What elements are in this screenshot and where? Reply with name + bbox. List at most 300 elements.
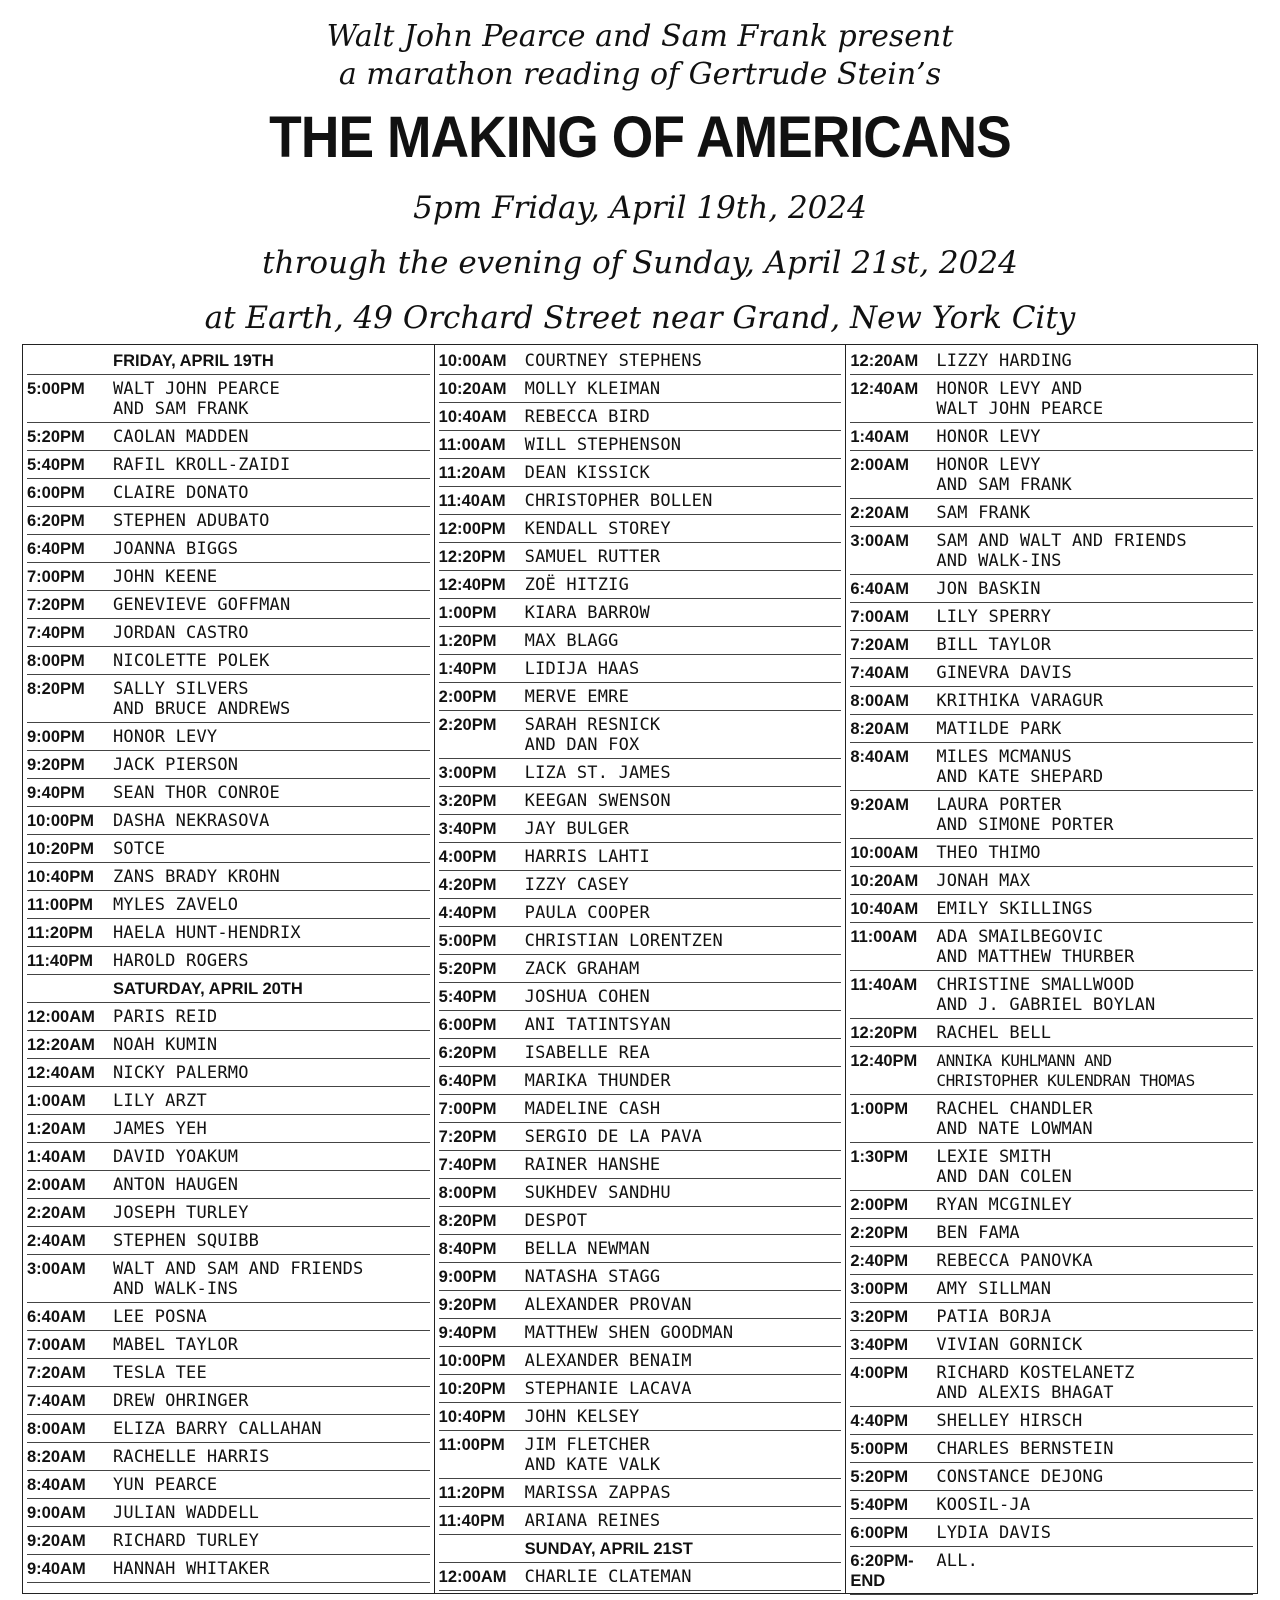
slot-time: 5:20PM <box>850 1468 909 1486</box>
reader-name: MERVE EMRE <box>524 687 630 707</box>
reader-name: ZOË HITZIG <box>524 575 630 595</box>
reader-name: LIDIJA HAAS <box>524 659 640 679</box>
schedule-row <box>850 499 1253 527</box>
reader-name: RACHEL CHANDLER AND NATE LOWMAN <box>936 1099 1093 1139</box>
schedule-row <box>850 1247 1253 1275</box>
schedule-row <box>27 1303 430 1331</box>
slot-time: 10:40AM <box>850 900 919 918</box>
schedule-row <box>439 1291 842 1319</box>
schedule-row <box>850 1019 1253 1047</box>
slot-time: 10:40AM <box>438 408 507 426</box>
schedule-row <box>850 1143 1253 1191</box>
slot-time: 5:40PM <box>438 988 497 1006</box>
schedule-row <box>27 423 430 451</box>
reader-name: LEXIE SMITH AND DAN COLEN <box>936 1147 1072 1187</box>
reader-name: HARRIS LAHTI <box>524 847 650 867</box>
schedule-row <box>27 1227 430 1255</box>
schedule-row <box>439 515 842 543</box>
reader-name: SALLY SILVERS AND BRUCE ANDREWS <box>113 679 291 719</box>
reader-name: SAMUEL RUTTER <box>524 547 661 567</box>
schedule-row <box>439 1207 842 1235</box>
reader-name: JULIAN WADDELL <box>113 1503 260 1523</box>
schedule-row <box>27 807 430 835</box>
schedule-row <box>439 683 842 711</box>
slot-time: 12:20AM <box>850 352 919 370</box>
slot-time: 8:20AM <box>27 1448 86 1466</box>
reader-name: KIARA BARROW <box>524 603 650 623</box>
reader-name: NATASHA STAGG <box>524 1267 661 1287</box>
schedule-row <box>439 1563 842 1591</box>
day-header <box>27 975 430 1003</box>
schedule-row <box>850 1275 1253 1303</box>
slot-time: 6:40PM <box>438 1072 497 1090</box>
schedule-row <box>439 1151 842 1179</box>
reader-name: LIZA ST. JAMES <box>524 763 671 783</box>
slot-time: 11:20AM <box>438 464 506 482</box>
schedule-row <box>27 619 430 647</box>
schedule-row <box>27 1331 430 1359</box>
slot-time: 6:40AM <box>27 1308 86 1326</box>
schedule-row <box>27 1199 430 1227</box>
schedule-row <box>439 899 842 927</box>
slot-time: 9:00AM <box>27 1504 86 1522</box>
reader-name: ALEXANDER PROVAN <box>524 1295 692 1315</box>
schedule-column-3 <box>845 345 1257 1593</box>
schedule-row <box>439 843 842 871</box>
schedule-row <box>27 1255 430 1303</box>
reader-name: ELIZA BARRY CALLAHAN <box>113 1419 322 1439</box>
slot-time: 1:30PM <box>850 1148 909 1166</box>
schedule-row <box>850 451 1253 499</box>
reader-name: SARAH RESNICK AND DAN FOX <box>524 715 661 755</box>
reader-name: SUKHDEV SANDHU <box>524 1183 671 1203</box>
reader-name: REBECCA PANOVKA <box>936 1251 1093 1271</box>
schedule-row <box>850 1191 1253 1219</box>
reader-name: MABEL TAYLOR <box>113 1335 239 1355</box>
reader-name: HONOR LEVY AND SAM FRANK <box>936 455 1072 495</box>
schedule-column-2 <box>434 345 846 1593</box>
reader-name: MARISSA ZAPPAS <box>524 1483 671 1503</box>
schedule-row <box>850 923 1253 971</box>
day-header <box>27 347 430 375</box>
slot-time: 6:40PM <box>27 540 85 558</box>
schedule-row <box>850 423 1253 451</box>
slot-time: 3:00PM <box>850 1280 909 1298</box>
schedule-row <box>439 1011 842 1039</box>
schedule-row <box>439 1095 842 1123</box>
intro-line-2: a marathon reading of Gertrude Stein’s <box>338 57 942 92</box>
slot-time: 8:20AM <box>850 720 910 738</box>
schedule-row <box>850 971 1253 1019</box>
reader-name: JAMES YEH <box>113 1119 207 1139</box>
reader-name: CLAIRE DONATO <box>113 483 249 503</box>
reader-name: ALL. <box>936 1551 979 1571</box>
schedule-row <box>439 1479 842 1507</box>
reader-name: YUN PEARCE <box>113 1475 218 1495</box>
schedule-row <box>439 459 842 487</box>
schedule-row <box>27 751 430 779</box>
slot-time: 3:20PM <box>438 792 497 810</box>
reader-name: WALT JOHN PEARCE AND SAM FRANK <box>113 379 280 419</box>
reader-name: LILY SPERRY <box>936 607 1052 627</box>
reader-name: BEN FAMA <box>936 1223 1020 1243</box>
slot-time: 1:40PM <box>438 660 497 678</box>
reader-name: LILY ARZT <box>113 1091 207 1111</box>
slot-time: 1:00PM <box>438 604 497 622</box>
reader-name: ANNIKA KUHLMANN AND CHRISTOPHER KULENDRAN THOMAS <box>936 1051 1195 1090</box>
schedule-row <box>850 347 1253 375</box>
slot-time: 1:00AM <box>27 1092 86 1110</box>
reader-name: REBECCA BIRD <box>524 407 650 427</box>
slot-time: 1:40AM <box>27 1148 86 1166</box>
schedule-row <box>850 1547 1253 1595</box>
reader-name: DREW OHRINGER <box>113 1391 249 1411</box>
reader-name: ANTON HAUGEN <box>113 1175 239 1195</box>
reader-name: STEPHEN ADUBATO <box>113 511 270 531</box>
slot-time: 7:40AM <box>27 1392 86 1410</box>
schedule-row <box>850 687 1253 715</box>
slot-time: 1:00PM <box>850 1100 909 1118</box>
schedule-row <box>439 347 842 375</box>
reader-name: MARIKA THUNDER <box>524 1071 671 1091</box>
reader-name: KENDALL STOREY <box>524 519 671 539</box>
slot-time: 8:40AM <box>27 1476 86 1494</box>
reader-name: PAULA COOPER <box>524 903 650 923</box>
schedule-row <box>439 431 842 459</box>
reader-name: MILES MCMANUS AND KATE SHEPARD <box>936 747 1104 787</box>
reader-name: VIVIAN GORNICK <box>936 1335 1083 1355</box>
reader-name: MATILDE PARK <box>936 719 1062 739</box>
reader-name: JONAH MAX <box>936 871 1031 891</box>
reader-name: DASHA NEKRASOVA <box>113 811 270 831</box>
reader-name: CHRISTIAN LORENTZEN <box>524 931 723 951</box>
slot-time: 9:20PM <box>27 756 85 774</box>
schedule-row <box>27 647 430 675</box>
slot-time: 2:20AM <box>27 1204 86 1222</box>
schedule-row <box>850 1303 1253 1331</box>
slot-time: 2:00AM <box>850 456 910 474</box>
slot-time: 1:20PM <box>438 632 497 650</box>
schedule-row <box>27 675 430 723</box>
slot-time: 5:00PM <box>438 932 497 950</box>
schedule-row <box>439 1067 842 1095</box>
reader-name: EMILY SKILLINGS <box>936 899 1093 919</box>
reader-name: JIM FLETCHER AND KATE VALK <box>524 1435 661 1475</box>
reader-name: SERGIO DE LA PAVA <box>524 1127 703 1147</box>
schedule-row <box>439 1347 842 1375</box>
schedule-row <box>439 711 842 759</box>
slot-time: 6:40AM <box>850 580 910 598</box>
reader-name: CAOLAN MADDEN <box>113 427 249 447</box>
slot-time: 3:00AM <box>27 1260 86 1278</box>
schedule-row <box>850 867 1253 895</box>
slot-time: 9:40PM <box>27 784 85 802</box>
slot-time: 4:40PM <box>850 1412 909 1430</box>
reader-name: WILL STEPHENSON <box>524 435 682 455</box>
reader-name: STEPHANIE LACAVA <box>524 1379 692 1399</box>
schedule-row <box>27 1087 430 1115</box>
slot-time: 2:20PM <box>438 716 497 734</box>
reader-name: WALT AND SAM AND FRIENDS AND WALK-INS <box>113 1259 364 1299</box>
slot-time: 5:00PM <box>27 380 85 398</box>
schedule-row <box>27 1555 430 1583</box>
slot-time: 2:00PM <box>438 688 497 706</box>
reader-name: RACHEL BELL <box>936 1023 1052 1043</box>
slot-time: 12:00AM <box>438 1568 507 1586</box>
reader-name: SAM AND WALT AND FRIENDS AND WALK-INS <box>936 531 1187 571</box>
slot-time: 5:40PM <box>850 1496 909 1514</box>
schedule-row <box>439 1123 842 1151</box>
schedule-row <box>27 1059 430 1087</box>
slot-time: 5:20PM <box>438 960 497 978</box>
schedule-row <box>27 1115 430 1143</box>
slot-time: 11:00PM <box>438 1436 505 1454</box>
reader-name: MOLLY KLEIMAN <box>524 379 661 399</box>
reader-name: CONSTANCE DEJONG <box>936 1467 1104 1487</box>
slot-time: 3:00AM <box>850 532 910 550</box>
slot-time: 11:20PM <box>438 1484 505 1502</box>
schedule-row <box>850 895 1253 923</box>
schedule-row <box>27 1171 430 1199</box>
slot-time: 2:00PM <box>850 1196 909 1214</box>
reader-name: DAVID YOAKUM <box>113 1147 239 1167</box>
schedule-row <box>850 375 1253 423</box>
reader-name: SAM FRANK <box>936 503 1031 523</box>
schedule-row <box>439 375 842 403</box>
slot-time: 12:40AM <box>850 380 919 398</box>
reader-name: MATTHEW SHEN GOODMAN <box>524 1323 734 1343</box>
slot-time: 2:40PM <box>850 1252 909 1270</box>
schedule-row <box>27 891 430 919</box>
slot-time: 5:40PM <box>27 456 85 474</box>
slot-time: 8:00PM <box>438 1184 497 1202</box>
slot-time: 12:20PM <box>850 1024 918 1042</box>
slot-time: 11:40AM <box>850 976 918 994</box>
slot-time: 10:00PM <box>27 812 94 830</box>
schedule-column-1 <box>23 345 434 1593</box>
slot-time: 10:00AM <box>438 352 507 370</box>
slot-time: 8:20PM <box>27 680 85 698</box>
schedule-row <box>439 1235 842 1263</box>
slot-time: 12:00AM <box>27 1008 95 1026</box>
poster-title: THE MAKING OF AMERICANS <box>269 105 1011 170</box>
schedule-row <box>27 535 430 563</box>
slot-time: 2:00AM <box>27 1176 86 1194</box>
schedule-row <box>439 759 842 787</box>
reader-name: ZACK GRAHAM <box>524 959 640 979</box>
slot-time: 7:20PM <box>438 1128 497 1146</box>
schedule-row <box>850 743 1253 791</box>
schedule-row <box>27 1143 430 1171</box>
schedule-row <box>850 1095 1253 1143</box>
slot-time: 6:20PM-END <box>850 1552 914 1590</box>
reader-name: JOSHUA COHEN <box>524 987 650 1007</box>
schedule-row <box>850 603 1253 631</box>
schedule-row <box>850 527 1253 575</box>
slot-time: 8:40PM <box>438 1240 497 1258</box>
schedule-row <box>439 655 842 683</box>
reader-name: BELLA NEWMAN <box>524 1239 650 1259</box>
slot-time: 9:00PM <box>438 1268 497 1286</box>
schedule-row <box>27 375 430 423</box>
schedule-row <box>850 575 1253 603</box>
slot-time: 8:00AM <box>27 1420 86 1438</box>
schedule-row <box>850 1407 1253 1435</box>
reader-name: JORDAN CASTRO <box>113 623 249 643</box>
schedule-row <box>439 1039 842 1067</box>
reader-name: KEEGAN SWENSON <box>524 791 671 811</box>
slot-time: 9:20AM <box>27 1532 86 1550</box>
slot-time: 11:00AM <box>438 436 506 454</box>
day-header <box>439 1535 842 1563</box>
slot-time: 8:00PM <box>27 652 85 670</box>
schedule-row <box>27 1031 430 1059</box>
reader-name: JOHN KELSEY <box>524 1407 640 1427</box>
schedule-row <box>439 1507 842 1535</box>
slot-time: 12:00PM <box>438 520 506 538</box>
venue-line: at Earth, 49 Orchard Street near Grand, New York City <box>204 300 1076 336</box>
schedule-row <box>27 507 430 535</box>
reader-name: ZANS BRADY KROHN <box>113 867 280 887</box>
reader-name: JOHN KEENE <box>113 567 218 587</box>
slot-time: 3:40PM <box>438 820 497 838</box>
reader-name: NOAH KUMIN <box>113 1035 218 1055</box>
schedule-row <box>850 1331 1253 1359</box>
reader-name: KOOSIL-JA <box>936 1495 1031 1515</box>
schedule-row <box>27 863 430 891</box>
reader-name: JACK PIERSON <box>113 755 239 775</box>
schedule-row <box>439 1375 842 1403</box>
slot-time: 4:40PM <box>438 904 497 922</box>
reader-name: HONOR LEVY AND WALT JOHN PEARCE <box>936 379 1104 419</box>
reader-name: BILL TAYLOR <box>936 635 1052 655</box>
slot-time: 4:00PM <box>438 848 497 866</box>
reader-name: ARIANA REINES <box>524 1511 661 1531</box>
schedule-row <box>439 955 842 983</box>
slot-time: 10:20PM <box>27 840 94 858</box>
reader-name: PATIA BORJA <box>936 1307 1052 1327</box>
slot-time: 12:40AM <box>27 1064 95 1082</box>
reader-name: HAELA HUNT-HENDRIX <box>113 923 301 943</box>
reader-name: DESPOT <box>524 1211 588 1231</box>
schedule-row <box>439 599 842 627</box>
reader-name: IZZY CASEY <box>524 875 630 895</box>
reader-name: JON BASKIN <box>936 579 1041 599</box>
reader-name: CHRISTOPHER BOLLEN <box>524 491 713 511</box>
reader-name: LIZZY HARDING <box>936 351 1072 371</box>
schedule-row <box>27 591 430 619</box>
reader-name: CHARLIE CLATEMAN <box>524 1567 692 1587</box>
slot-time: 6:00PM <box>850 1524 909 1542</box>
reader-name: THEO THIMO <box>936 843 1041 863</box>
schedule-row <box>850 631 1253 659</box>
reader-name: HAROLD ROGERS <box>113 951 249 971</box>
schedule-row <box>439 927 842 955</box>
schedule-row <box>850 659 1253 687</box>
schedule-row <box>850 1519 1253 1547</box>
reader-name: JOANNA BIGGS <box>113 539 239 559</box>
poster-header <box>0 18 1280 339</box>
slot-time: 2:20AM <box>850 504 910 522</box>
slot-time: 8:40AM <box>850 748 910 766</box>
date-line-2: through the evening of Sunday, April 21st, 2024 <box>262 245 1018 281</box>
schedule-row <box>439 787 842 815</box>
schedule-row <box>439 487 842 515</box>
reader-name: COURTNEY STEPHENS <box>524 351 703 371</box>
schedule-row <box>439 1403 842 1431</box>
reader-name: ISABELLE REA <box>524 1043 650 1063</box>
schedule-row <box>439 871 842 899</box>
slot-time: 7:40AM <box>850 664 910 682</box>
schedule-row <box>27 1415 430 1443</box>
slot-time: 1:20AM <box>27 1120 86 1138</box>
schedule-row <box>27 1359 430 1387</box>
slot-time: 8:20PM <box>438 1212 497 1230</box>
reader-name: CHRISTINE SMALLWOOD AND J. GABRIEL BOYLAN <box>936 975 1156 1015</box>
slot-time: 6:20PM <box>27 512 85 530</box>
reader-name: LYDIA DAVIS <box>936 1523 1052 1543</box>
slot-time: 7:00AM <box>27 1336 86 1354</box>
day-header-label: SUNDAY, APRIL 21ST <box>524 1540 693 1558</box>
slot-time: 7:00PM <box>438 1100 497 1118</box>
schedule-row <box>27 479 430 507</box>
reader-name: MYLES ZAVELO <box>113 895 239 915</box>
slot-time: 10:00AM <box>850 844 919 862</box>
reader-name: HANNAH WHITAKER <box>113 1559 270 1579</box>
schedule-row <box>27 947 430 975</box>
reader-name: RICHARD KOSTELANETZ AND ALEXIS BHAGAT <box>936 1363 1135 1403</box>
slot-time: 3:00PM <box>438 764 497 782</box>
reader-name: RYAN MCGINLEY <box>936 1195 1072 1215</box>
slot-time: 7:20PM <box>27 596 85 614</box>
reader-name: SEAN THOR CONROE <box>113 783 280 803</box>
slot-time: 3:40PM <box>850 1336 909 1354</box>
reader-name: RICHARD TURLEY <box>113 1531 260 1551</box>
reader-name: RAINER HANSHE <box>524 1155 661 1175</box>
slot-time: 9:20AM <box>850 796 910 814</box>
slot-time: 11:40PM <box>438 1512 505 1530</box>
slot-time: 7:00AM <box>850 608 910 626</box>
schedule-row <box>27 779 430 807</box>
slot-time: 2:20PM <box>850 1224 909 1242</box>
reader-name: GENEVIEVE GOFFMAN <box>113 595 291 615</box>
reader-name: SHELLEY HIRSCH <box>936 1411 1083 1431</box>
slot-time: 11:00AM <box>850 928 918 946</box>
schedule-row <box>850 791 1253 839</box>
slot-time: 9:40PM <box>438 1324 497 1342</box>
slot-time: 3:20PM <box>850 1308 909 1326</box>
reader-name: LEE POSNA <box>113 1307 207 1327</box>
schedule-row <box>850 715 1253 743</box>
reader-name: CHARLES BERNSTEIN <box>936 1439 1114 1459</box>
reader-name: DEAN KISSICK <box>524 463 650 483</box>
slot-time: 10:40PM <box>438 1408 506 1426</box>
reader-name: MADELINE CASH <box>524 1099 661 1119</box>
schedule-row <box>850 839 1253 867</box>
slot-time: 7:20AM <box>850 636 910 654</box>
schedule-row <box>850 1047 1253 1095</box>
slot-time: 6:00PM <box>27 484 85 502</box>
slot-time: 11:40PM <box>27 952 94 970</box>
schedule-row <box>27 1471 430 1499</box>
reader-name: GINEVRA DAVIS <box>936 663 1072 683</box>
schedule-row <box>27 1527 430 1555</box>
reader-name: AMY SILLMAN <box>936 1279 1052 1299</box>
slot-time: 10:00PM <box>438 1352 506 1370</box>
slot-time: 8:00AM <box>850 692 910 710</box>
slot-time: 1:40AM <box>850 428 910 446</box>
slot-time: 11:40AM <box>438 492 506 510</box>
